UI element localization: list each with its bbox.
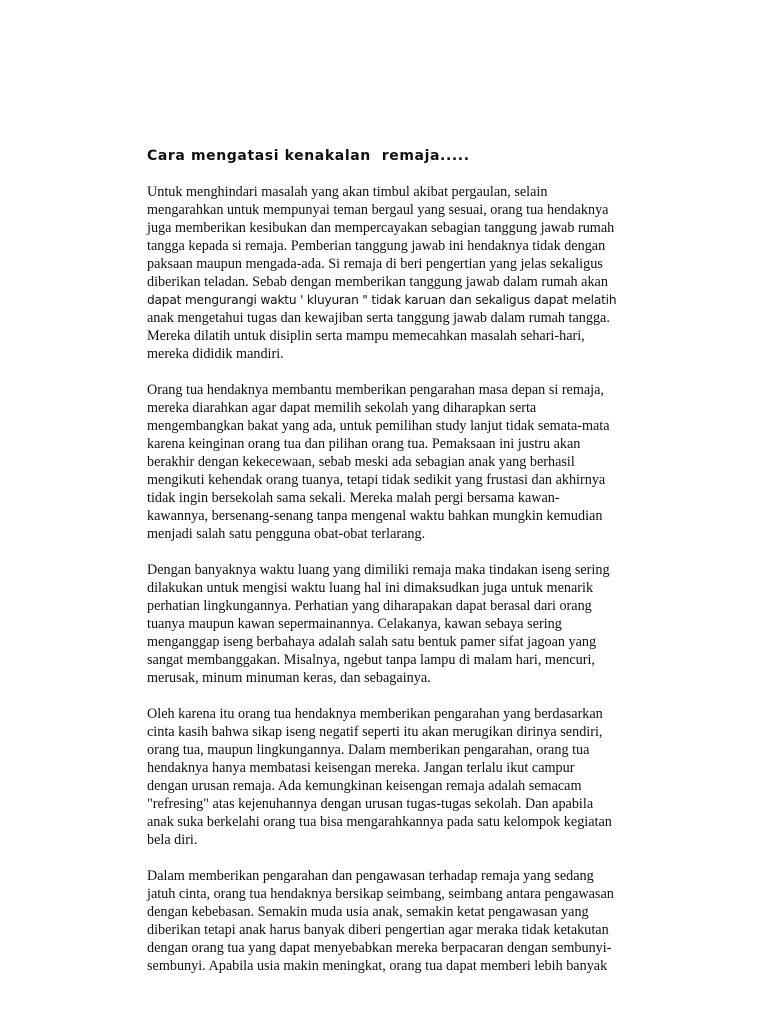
text-line: menganggap iseng berbahaya adalah salah satu bentuk pamer sifat jagoan yang [147, 634, 597, 650]
text-line: kawannya, bersenang-senang tanpa mengenal waktu bahkan mungkin kemudian [147, 508, 603, 524]
text-line: cinta kasih bahwa sikap iseng negatif seperti itu akan merugikan dirinya sendiri, [147, 724, 603, 740]
text-line: bela diri. [147, 832, 198, 848]
text-line: Orang tua hendaknya membantu memberikan pengarahan masa depan si remaja, [147, 382, 604, 398]
text-line: orang tua, maupun lingkungannya. Dalam memberikan pengarahan, orang tua [147, 742, 590, 758]
text-line: karena keinginan orang tua dan pilihan orang tua. Pemaksaan ini justru akan [147, 436, 581, 452]
text-line: menjadi salah satu pengguna obat-obat terlarang. [147, 526, 426, 542]
text-line: Dalam memberikan pengarahan dan pengawasan terhadap remaja yang sedang [147, 868, 594, 884]
text-line: berakhir dengan kekecewaan, sebab meski ada sebagian anak yang berhasil [147, 454, 575, 470]
text-line: merusak, minum minuman keras, dan sebagainya. [147, 670, 431, 686]
text-line: hendaknya hanya membatasi keisengan mereka. Jangan terlalu ikut campur [147, 760, 575, 776]
text-line: dilakukan untuk mengisi waktu luang hal ini dimaksudkan juga untuk menarik [147, 580, 594, 596]
text-line: sembunyi. Apabila usia makin meningkat, orang tua dapat memberi lebih banyak [147, 958, 608, 974]
text-line: mereka diarahkan agar dapat memilih sekolah yang diharapkan serta [147, 400, 537, 416]
text-line: anak suka berkelahi orang tua bisa mengarahkannya pada satu kelompok kegiatan [147, 814, 612, 830]
paragraph-2 [147, 381, 657, 543]
text-line: juga memberikan kesibukan dan mempercayakan sebagian tanggung jawab rumah [147, 220, 615, 236]
text-line: Untuk menghindari masalah yang akan timbul akibat pergaulan, selain [147, 184, 548, 200]
text-line: mengembangkan bakat yang ada, untuk pemilihan study lanjut tidak semata-mata [147, 418, 610, 434]
paragraph-5 [147, 867, 657, 975]
text-line: tangga kepada si remaja. Pemberian tanggung jawab ini hendaknya tidak dengan [147, 238, 606, 254]
text-line: "refresing" atas kejenuhannya dengan urusan tugas-tugas sekolah. Dan apabila [147, 796, 594, 812]
text-line: Dengan banyaknya waktu luang yang dimiliki remaja maka tindakan iseng sering [147, 562, 610, 578]
document-title: Cara mengatasi kenakalan remaja..... [147, 148, 470, 164]
text-line: tidak ingin bersekolah sama sekali. Mereka malah pergi bersama kawan- [147, 490, 560, 506]
document-body [147, 148, 657, 993]
text-line: mengarahkan untuk mempunyai teman bergaul yang sesuai, orang tua hendaknya [147, 202, 609, 218]
text-line: anak mengetahui tugas dan kewajiban serta tanggung jawab dalam rumah tangga. [147, 310, 610, 326]
text-line: diberikan tetapi anak harus banyak diberi pengertian agar meraka tidak ketakutan [147, 922, 609, 938]
text-line: mengikuti kehendak orang tuanya, tetapi tidak sedikit yang frustasi dan akhirnya [147, 472, 606, 488]
text-line: diberikan teladan. Sebab dengan memberikan tanggung jawab dalam rumah akan [147, 274, 608, 290]
text-line: dengan kebebasan. Semakin muda usia anak, semakin ketat pengawasan yang [147, 904, 589, 920]
text-line: mereka dididik mandiri. [147, 346, 284, 362]
text-line: jatuh cinta, orang tua hendaknya bersikap seimbang, seimbang antara pengawasan [147, 886, 614, 902]
text-line: tuanya maupun kawan sepermainannya. Celakanya, kawan sebaya sering [147, 616, 562, 632]
paragraph-1 [147, 183, 657, 363]
text-line: dengan urusan remaja. Ada kemungkinan keisengan remaja adalah semacam [147, 778, 582, 794]
text-line: dapat mengurangi waktu ' kluyuran " tidak karuan dan sekaligus dapat melatih [147, 293, 617, 307]
text-line: Mereka dilatih untuk disiplin serta mampu memecahkan masalah sehari-hari, [147, 328, 585, 344]
text-line: paksaan maupun mengada-ada. Si remaja di beri pengertian yang jelas sekaligus [147, 256, 603, 272]
paragraph-4 [147, 705, 657, 849]
text-line: dengan orang tua yang dapat menyebabkan mereka berpacaran dengan sembunyi- [147, 940, 612, 956]
text-line: Oleh karena itu orang tua hendaknya memberikan pengarahan yang berdasarkan [147, 706, 603, 722]
paragraph-3 [147, 561, 657, 687]
text-line: perhatian lingkungannya. Perhatian yang diharapakan dapat berasal dari orang [147, 598, 592, 614]
text-line: sangat membanggakan. Misalnya, ngebut tanpa lampu di malam hari, mencuri, [147, 652, 595, 668]
